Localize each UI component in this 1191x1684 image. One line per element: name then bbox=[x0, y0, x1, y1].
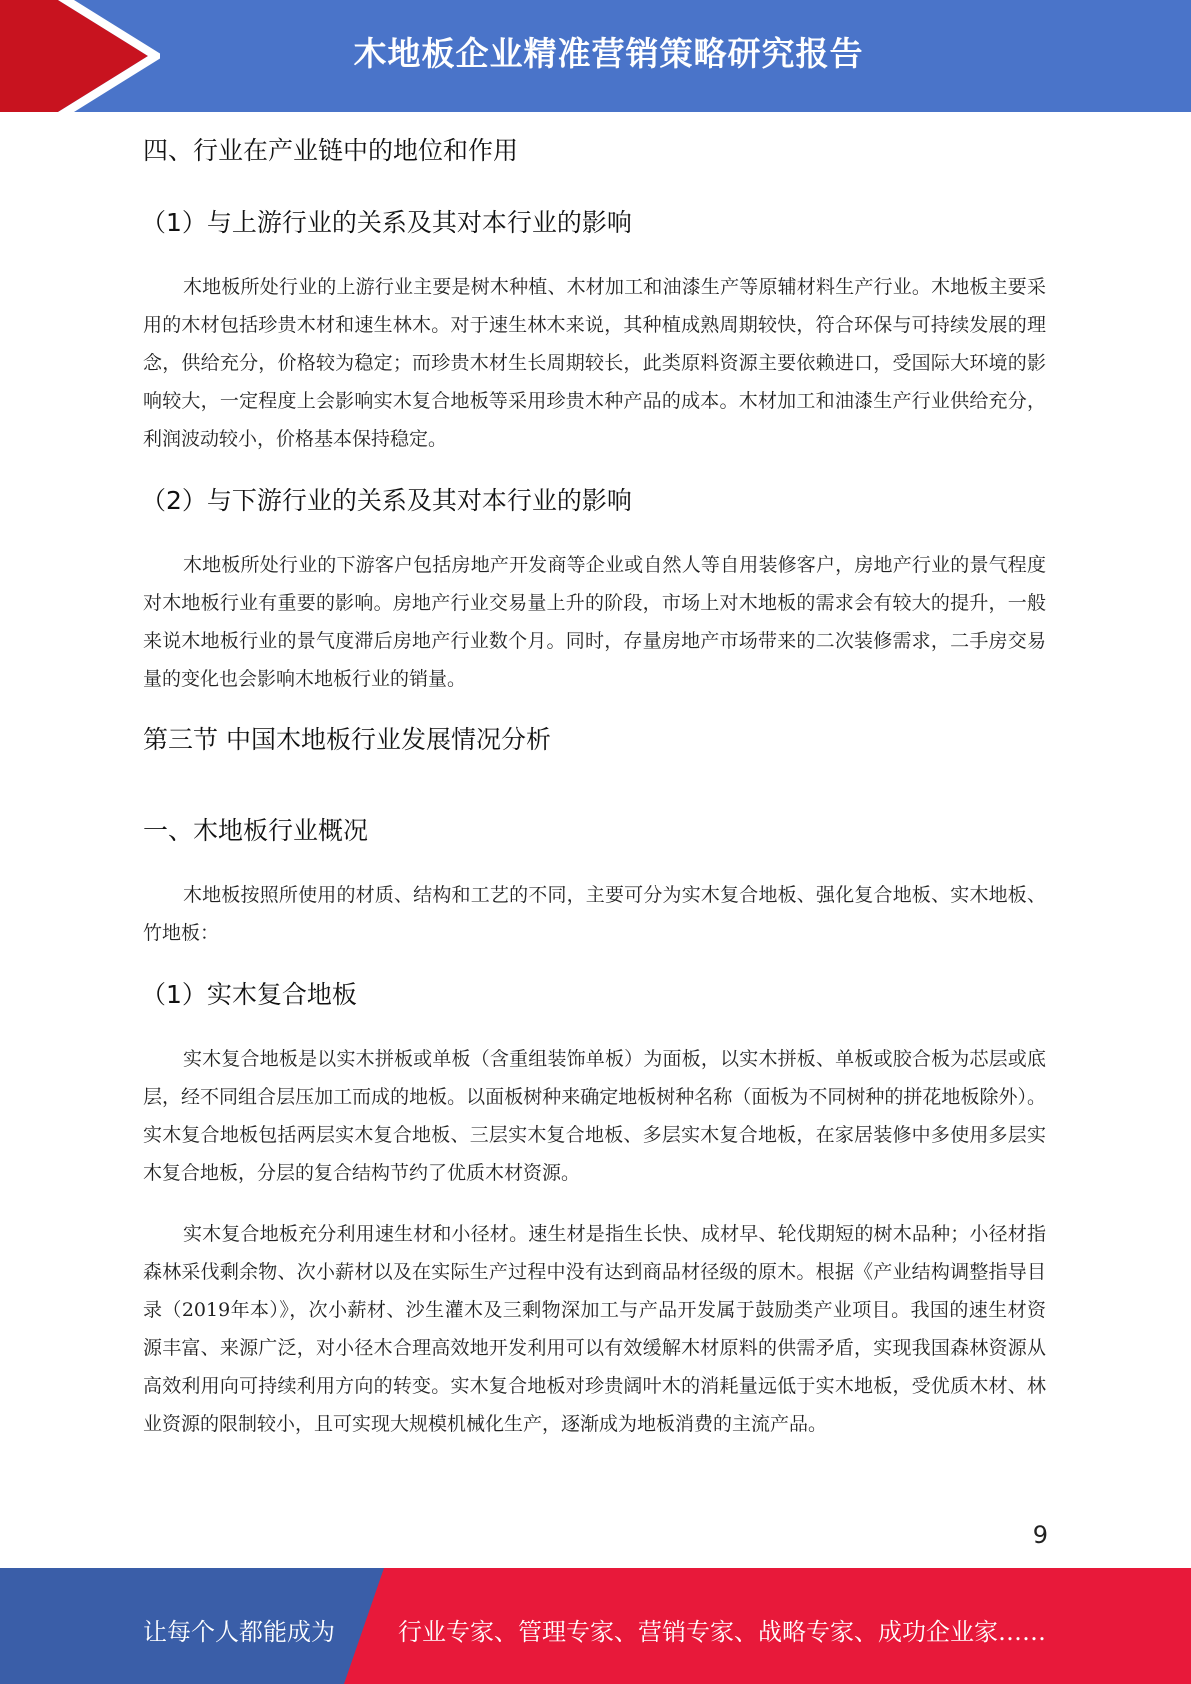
subsection-heading-downstream: （2）与下游行业的关系及其对本行业的影响 bbox=[141, 486, 632, 515]
footer-slogan-right: 行业专家、管理专家、营销专家、战略专家、成功企业家…… bbox=[398, 1618, 1046, 1646]
paragraph-downstream: 木地板所处行业的下游客户包括房地产开发商等企业或自然人等自用装修客户，房地产行业的景气程度对木地板行业有重要的影响。房地产行业交易量上升的阶段，市场上对木地板的需求会有较大的提升，一般来说木地板行业的景气度滞后房地产行业数个月。同时，存量房地产市场带来的二次装修需求，二手房交易量的变化也会影响木地板行业的销量。 bbox=[143, 554, 1046, 690]
subsection-heading-upstream: （1）与上游行业的关系及其对本行业的影响 bbox=[141, 208, 632, 237]
footer-slogan-left: 让每个人都能成为 bbox=[143, 1618, 335, 1646]
paragraph-engineered-floor-2: 实木复合地板充分利用速生材和小径材。速生材是指生长快、成材早、轮伐期短的树木品种；小径材指森林采伐剩余物、次小薪材以及在实际生产过程中没有达到商品材径级的原木。根据《产业结构调整指导目录（2019年本）》，次小薪材、沙生灌木及三剩物深加工与产品开发属于鼓励类产业项目。我国的速生材资源丰富、来源广泛，对小径木合理高效地开发利用可以有效缓解木材原料的供需矛盾，实现我国森林资源从高效利用向可持续利用方向的转变。实木复合地板对珍贵阔叶木的消耗量远低于实木地板，受优质木材、林业资源的限制较小，且可实现大规模机械化生产，逐渐成为地板消费的主流产品。 bbox=[143, 1223, 1046, 1435]
page-footer bbox=[0, 1568, 1191, 1684]
section-heading-industry-chain: 四、行业在产业链中的地位和作用 bbox=[143, 136, 519, 165]
page-number: 9 bbox=[1032, 1521, 1048, 1549]
page-header bbox=[0, 0, 1191, 112]
chapter-heading-section3: 第三节 中国木地板行业发展情况分析 bbox=[143, 725, 551, 754]
paragraph-overview: 木地板按照所使用的材质、结构和工艺的不同，主要可分为实木复合地板、强化复合地板、实木地板、竹地板： bbox=[143, 884, 1046, 944]
section-heading-overview: 一、木地板行业概况 bbox=[143, 816, 369, 845]
paragraph-engineered-floor-1: 实木复合地板是以实木拼板或单板（含重组装饰单板）为面板，以实木拼板、单板或胶合板为芯层或底层，经不同组合层压加工而成的地板。以面板树种来确定地板树种名称（面板为不同树种的拼花地板除外）。实木复合地板包括两层实木复合地板、三层实木复合地板、多层实木复合地板，在家居装修中多使用多层实木复合地板，分层的复合结构节约了优质木材资源。 bbox=[143, 1048, 1046, 1184]
subsection-heading-engineered-floor: （1）实木复合地板 bbox=[141, 980, 357, 1009]
report-title: 木地板企业精准营销策略研究报告 bbox=[353, 34, 864, 73]
paragraph-upstream: 木地板所处行业的上游行业主要是树木种植、木材加工和油漆生产等原辅材料生产行业。木地板主要采用的木材包括珍贵木材和速生林木。对于速生林木来说，其种植成熟周期较快，符合环保与可持续发展的理念，供给充分，价格较为稳定；而珍贵木材生长周期较长，此类原料资源主要依赖进口，受国际大环境的影响较大，一定程度上会影响实木复合地板等采用珍贵木种产品的成本。木材加工和油漆生产行业供给充分，利润波动较小，价格基本保持稳定。 bbox=[143, 276, 1046, 450]
